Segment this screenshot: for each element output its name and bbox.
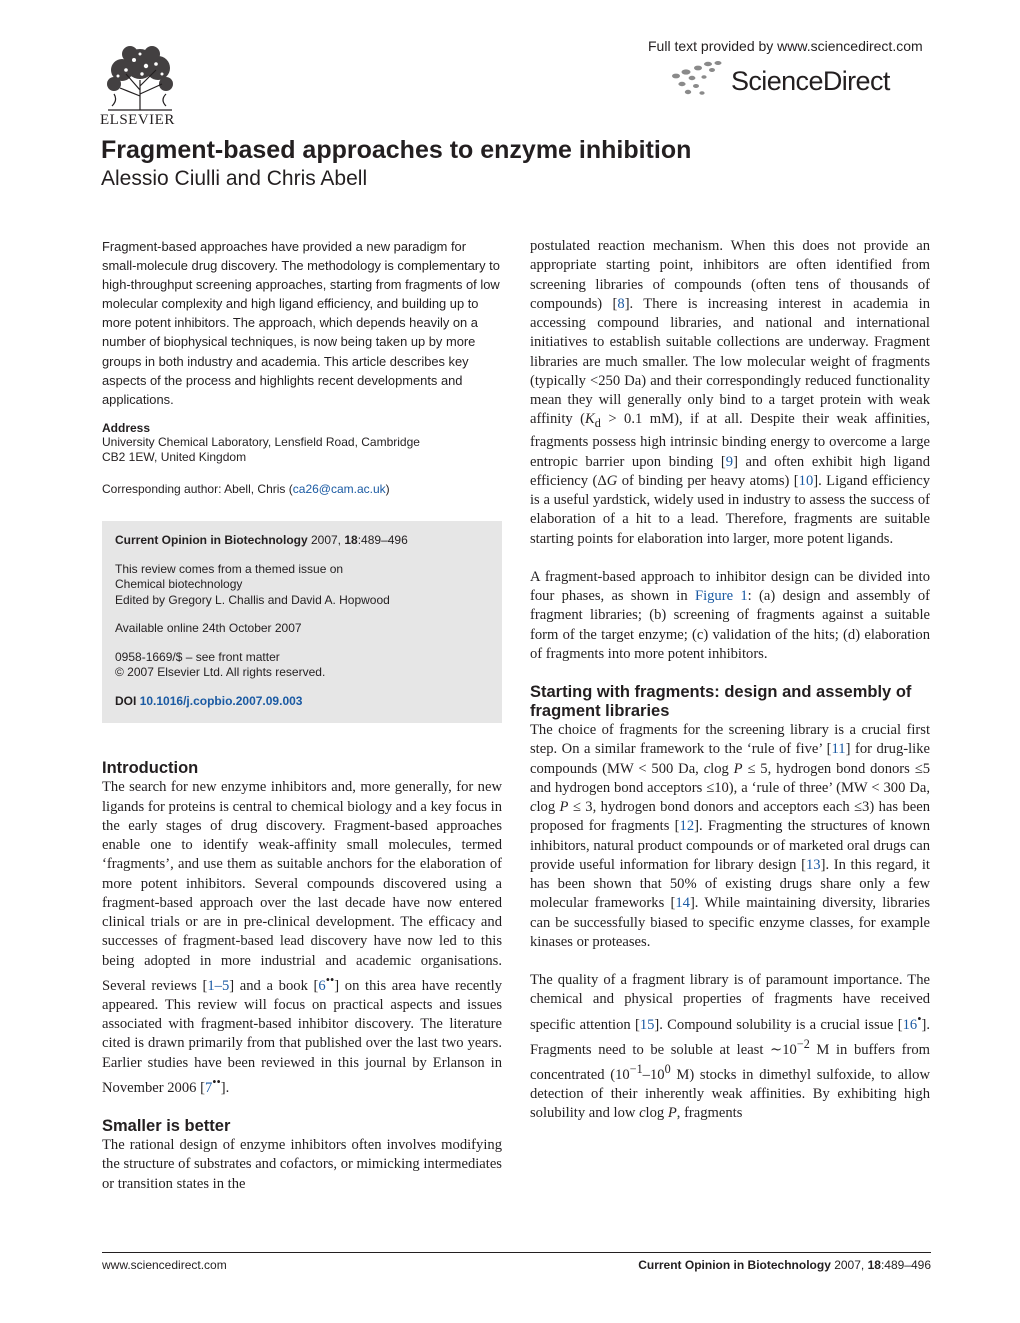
journal-pages: :489–496 xyxy=(357,533,408,548)
article-authors: Alessio Ciulli and Chris Abell xyxy=(101,167,368,190)
publisher-name: ELSEVIER xyxy=(100,112,175,128)
editors: Edited by Gregory L. Challis and David A. Hopwood xyxy=(115,592,390,607)
ref-link[interactable]: 8 xyxy=(617,295,625,312)
abstract: Fragment-based approaches have provided a new paradigm for small-molecule drug discovery. The methodology is complementary to high-throughput screening approaches, starting from fragments of low molecular complexity and high ligand efficiency, and building up to more potent inhibitors. The approach, which depends heavily on a number of biophysical techniques, is now being taken up by more groups in both industry and academia. This article describes key aspects of the process and highlights recent developments and applications. xyxy=(102,239,500,407)
corresponding-prefix: Corresponding author: Abell, Chris ( xyxy=(102,481,293,496)
doi-label: DOI xyxy=(115,693,137,708)
right-column xyxy=(530,237,930,1123)
available-online: Available online 24th October 2007 xyxy=(115,621,302,636)
right-paragraph-2: A fragment-based approach to inhibitor design can be divided into four phases, as shown in Figure 1: (a) design and assembly of fragment libraries; (b) screening of fragments against a suitable form of the target enzyme; (c) validation of the hits; (d) elaboration of fragments into more potent inhibitors. xyxy=(530,568,931,662)
section-heading-starting: Starting with fragments: design and assembly of fragment libraries xyxy=(530,683,912,721)
sciencedirect-brand: ScienceDirect xyxy=(731,66,890,96)
footer-rule xyxy=(102,1252,931,1253)
left-column xyxy=(102,237,502,1194)
smaller-paragraph: The rational design of enzyme inhibitors often involves modifying the structure of substrates and cofactors, or mimicking intermediates or transition states in the xyxy=(102,1137,502,1192)
section-heading-smaller: Smaller is better xyxy=(102,1117,231,1136)
footer-journal: Current Opinion in Biotechnology xyxy=(638,1258,831,1272)
journal-year: 2007, xyxy=(307,533,345,548)
starting-paragraph-2: The quality of a fragment library is of paramount importance. The chemical and physical properties of fragments have received specific attention [15]. Compound solubility is a crucial issue [16•]. Fragments need to be soluble at least $\sim 10^{-2}$ M in buffers from concentrated ($10^{-1}-10^0$ M) stocks in dimethyl sulfoxide, to allow detection of their inherently weak affinities. By exhibiting high solubility and low clog P, fragments xyxy=(530,972,931,1122)
copyright: © 2007 Elsevier Ltd. All rights reserved. xyxy=(115,665,326,680)
ref-link[interactable]: 7 xyxy=(204,1079,213,1096)
ref-link[interactable]: 10 xyxy=(798,472,814,489)
email-link[interactable]: ca26@cam.ac.uk xyxy=(292,481,386,496)
address-line-2: CB2 1EW, United Kingdom xyxy=(102,450,247,465)
ref-link[interactable]: 15 xyxy=(639,1016,655,1033)
corresponding-author xyxy=(102,482,502,498)
footer-year: 2007, xyxy=(830,1258,868,1272)
figure-link[interactable]: Figure 1 xyxy=(694,588,748,605)
fulltext-notice: Full text provided by www.sciencedirect.com xyxy=(648,38,923,54)
doi xyxy=(115,694,489,710)
journal-volume: 18 xyxy=(344,533,358,548)
address-line-1: University Chemical Laboratory, Lensfield Road, Cambridge xyxy=(102,434,420,449)
ref-link[interactable]: 16 xyxy=(902,1016,918,1033)
address-label: Address xyxy=(102,420,151,435)
section-heading-introduction: Introduction xyxy=(102,759,199,778)
starting-paragraph-1: The choice of fragments for the screening library is a crucial first step. On a similar framework to the ‘rule of five’ [11] for drug-like compounds (MW < 500 Da, clog P ≤ 5, hydrogen bond donors ≤5 and hydrogen bond acceptors ≤10), a ‘rule of three’ (MW < 300 Da, clog P ≤ 3, hydrogen bond donors and acceptors each ≤3) has been proposed for fragments [12]. Fragmenting the structures of known inhibitors, natural product compounds or of marketed oral drugs can provide useful information for library design [13]. In this regard, it has been shown that 50% of existing drugs share only a few molecular frameworks [14]. While maintaining diversity, libraries can be successfully biased to specific enzyme classes, for example kinases or proteases. xyxy=(530,722,931,950)
ref-link[interactable]: 9 xyxy=(725,453,734,470)
address xyxy=(102,435,502,466)
ref-link[interactable]: 11 xyxy=(831,741,846,758)
issue-line-2: Chemical biotechnology xyxy=(115,577,243,592)
doi-link[interactable]: 10.1016/j.copbio.2007.09.003 xyxy=(139,693,303,708)
ref-link[interactable]: 14 xyxy=(675,895,690,912)
issn: 0958-1669/$ – see front matter xyxy=(115,649,280,664)
journal-name: Current Opinion in Biotechnology xyxy=(115,533,308,548)
article-title: Fragment-based approaches to enzyme inhibition xyxy=(101,136,692,164)
introduction-paragraph: The search for new enzyme inhibitors and, more generally, for new ligands for proteins is central to chemical biology and a key focus in the early stages of drug discovery. Fragment-based approaches enable one to identify weak-affinity small molecules, termed ‘fragments’, and use them as suitable anchors for the elaboration of more potent inhibitors. Several compounds discovered using a fragment-based approach over the last decade have now entered clinical trials or are in pre-clinical development. The efficacy and successes of fragment-based lead discovery have now led to this being adopted in more industrial and academic organisations. Several reviews [1–5] and a book [6••] on this area have recently appeared. This review will focus on practical aspects and issues associated with fragment-based inhibitor discovery. The literature cited is drawn primarily from that published over the last two years. Earlier studies have been reviewed in this journal by Erlanson in November 2006 [7••]. xyxy=(102,779,502,1096)
ref-link[interactable]: 12 xyxy=(679,818,695,835)
ref-link[interactable]: 6 xyxy=(318,977,326,994)
ref-link[interactable]: 1–5 xyxy=(207,977,230,994)
journal-citation xyxy=(115,533,489,549)
corresponding-suffix: ) xyxy=(385,481,390,496)
footer-volume: 18 xyxy=(867,1258,881,1272)
footer-citation xyxy=(638,1258,931,1272)
sciencedirect-dots-icon xyxy=(668,60,730,98)
footer-pages: :489–496 xyxy=(880,1258,931,1272)
right-paragraph-1: postulated reaction mechanism. When this does not provide an appropriate starting point, inhibitors are often identified from screening libraries of compounds (often tens of thousands of compounds) [8]. There is increasing interest in academia in accessing compound libraries, and national and international initiatives to establish suitable collections are underway. Fragment libraries are much smaller. The low molecular weight of fragments (typically <250 Da) and their correspondingly reduced functionality mean they will generally only bind to a target protein with weak affinity ($K_d > 0.1$ mM), if at all. Despite their weak affinities, fragments possess high intrinsic binding energy to overcome a large entropic barrier upon binding [9] and often exhibit high ligand efficiency (ΔG of binding per heavy atoms) [10]. Ligand efficiency is a useful yardstick, widely used in industry to assess the success of elaboration of a hit to a lead. Therefore, fragments are suitable starting points for elaboration into larger, more potent ligands. xyxy=(530,238,931,547)
footer-url[interactable]: www.sciencedirect.com xyxy=(102,1258,227,1272)
issue-line-1: This review comes from a themed issue on xyxy=(115,561,344,576)
article-info-box xyxy=(102,521,502,723)
ref-link[interactable]: 13 xyxy=(805,856,821,873)
